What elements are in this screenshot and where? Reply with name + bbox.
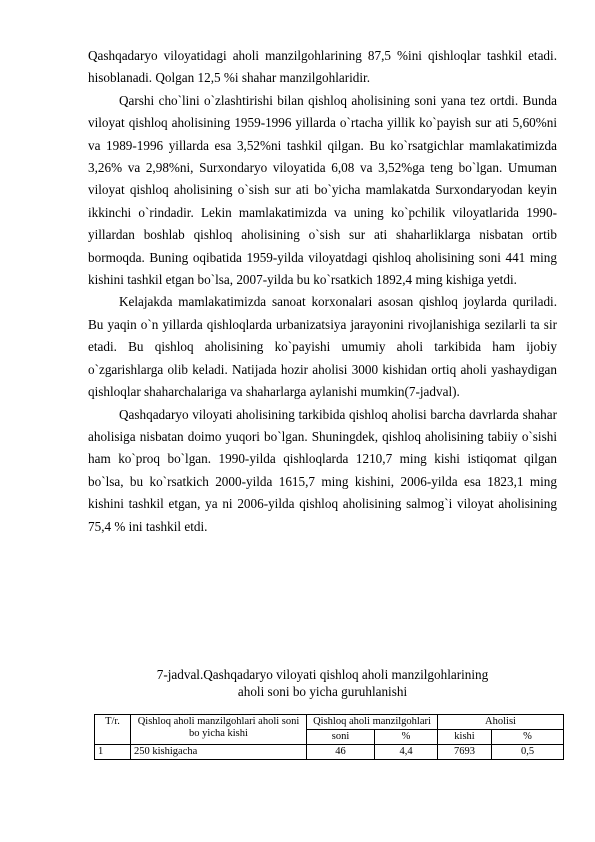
cell-kishi: 7693 — [438, 745, 492, 760]
cell-group: 250 kishigacha — [131, 745, 307, 760]
header-pct-2: % — [492, 730, 564, 745]
paragraph-3: Kelajakda mamlakatimizda sanoat korxonalari asosan qishloq joylarda quriladi. Bu yaqin o`n yillarda qishloqlarda urbanizatsiya jarayonini rivojlanishiga sezilarli ta sir etadi. Bu qishloq aholisining ko`payishi umumiy aholi tarkibida ham ijobiy o`zgarishlarga olib keladi. Natijada hozir aholisi 3000 kishidan ortiq aholi yashaydigan qishloqlar shaharchalariga va shaharlarga aylanishi mumkin(7-jadval). — [88, 294, 557, 400]
table-header-row — [95, 715, 564, 730]
paragraph-2: Qarshi cho`lini o`zlashtirishi bilan qishloq aholisining soni yana tez ortdi. Bunda viloyat qishloq aholisining 1959-1996 yillarda o`rtacha yillik ko`payish sur ati 5,60%ni va 1989-1996 yillarda esa 3,52%ni tashkil qilgan. Bu ko`rsatgichlar mamlakatimizda 3,26% va 2,98%ni, Surxondaryo viloyatida 6,08 va 3,52%ga teng bo`lgan. Umuman viloyat qishloq aholisining o`sish sur ati bo`yicha mamlakatda Surxondaryodan keyin ikkinchi o`rindadir. Lekin mamlakatimizda va uning ko`pchilik viloyatlarida 1990-yillardan boshlab qishloq aholisining o`sish sur ati shaharliklarga nisbatan ortib bormoqda. Buning oqibatida 1959-yilda viloyatdagi qishloq aholisining soni 441 ming kishini tashkil etgan bo`lsa, 2007-yilda bu ko`rsatkich 1892,4 ming kishiga yetdi. — [88, 92, 557, 288]
table-row — [95, 745, 564, 760]
header-settlements: Qishloq aholi manzilgohlari — [307, 715, 438, 730]
cell-soni: 46 — [307, 745, 375, 760]
table-caption — [88, 666, 557, 700]
header-population: Aholisi — [438, 715, 564, 730]
caption-line-1: 7-jadval.Qashqadaryo viloyati qishloq aholi manzilgohlarining — [156, 667, 489, 682]
header-kishi: kishi — [438, 730, 492, 745]
paragraph-1: Qashqadaryo viloyatidagi aholi manzilgohlarining 87,5 %ini qishloqlar tashkil etadi. hisoblanadi. Qolgan 12,5 %i shahar manzilgohlaridir. — [88, 48, 557, 86]
cell-pct-2: 0,5 — [492, 745, 564, 760]
data-table — [94, 714, 564, 760]
header-soni: soni — [307, 730, 375, 745]
paragraph-4: Qashqadaryo viloyati aholisining tarkibida qishloq aholisi barcha davrlarda shahar aholisiga nisbatan doimo yuqori bo`lgan. Shuningdek, qishloq aholisining tabiiy o`sishi ham ko`proq bo`lgan. 1990-yilda qishloqlarda 1210,7 ming kishi istiqomat qilgan bo`lsa, bu ko`rsatkich 2000-yilda 1615,7 ming kishini, 2006-yilda esa 1823,1 ming kishini tashkil etgan, ya ni 2006-yilda qishloq aholisining salmog`i viloyat aholisining 75,4 % ini tashkil etdi. — [88, 406, 557, 534]
header-pct-1: % — [375, 730, 438, 745]
body-text — [88, 45, 557, 538]
header-group: Qishloq aholi manzilgohlari aholi soni bo yicha kishi — [131, 715, 307, 745]
cell-num: 1 — [95, 745, 131, 760]
caption-line-2: aholi soni bo yicha guruhlanishi — [237, 684, 408, 699]
cell-pct-1: 4,4 — [375, 745, 438, 760]
header-num: T/r. — [95, 715, 131, 745]
